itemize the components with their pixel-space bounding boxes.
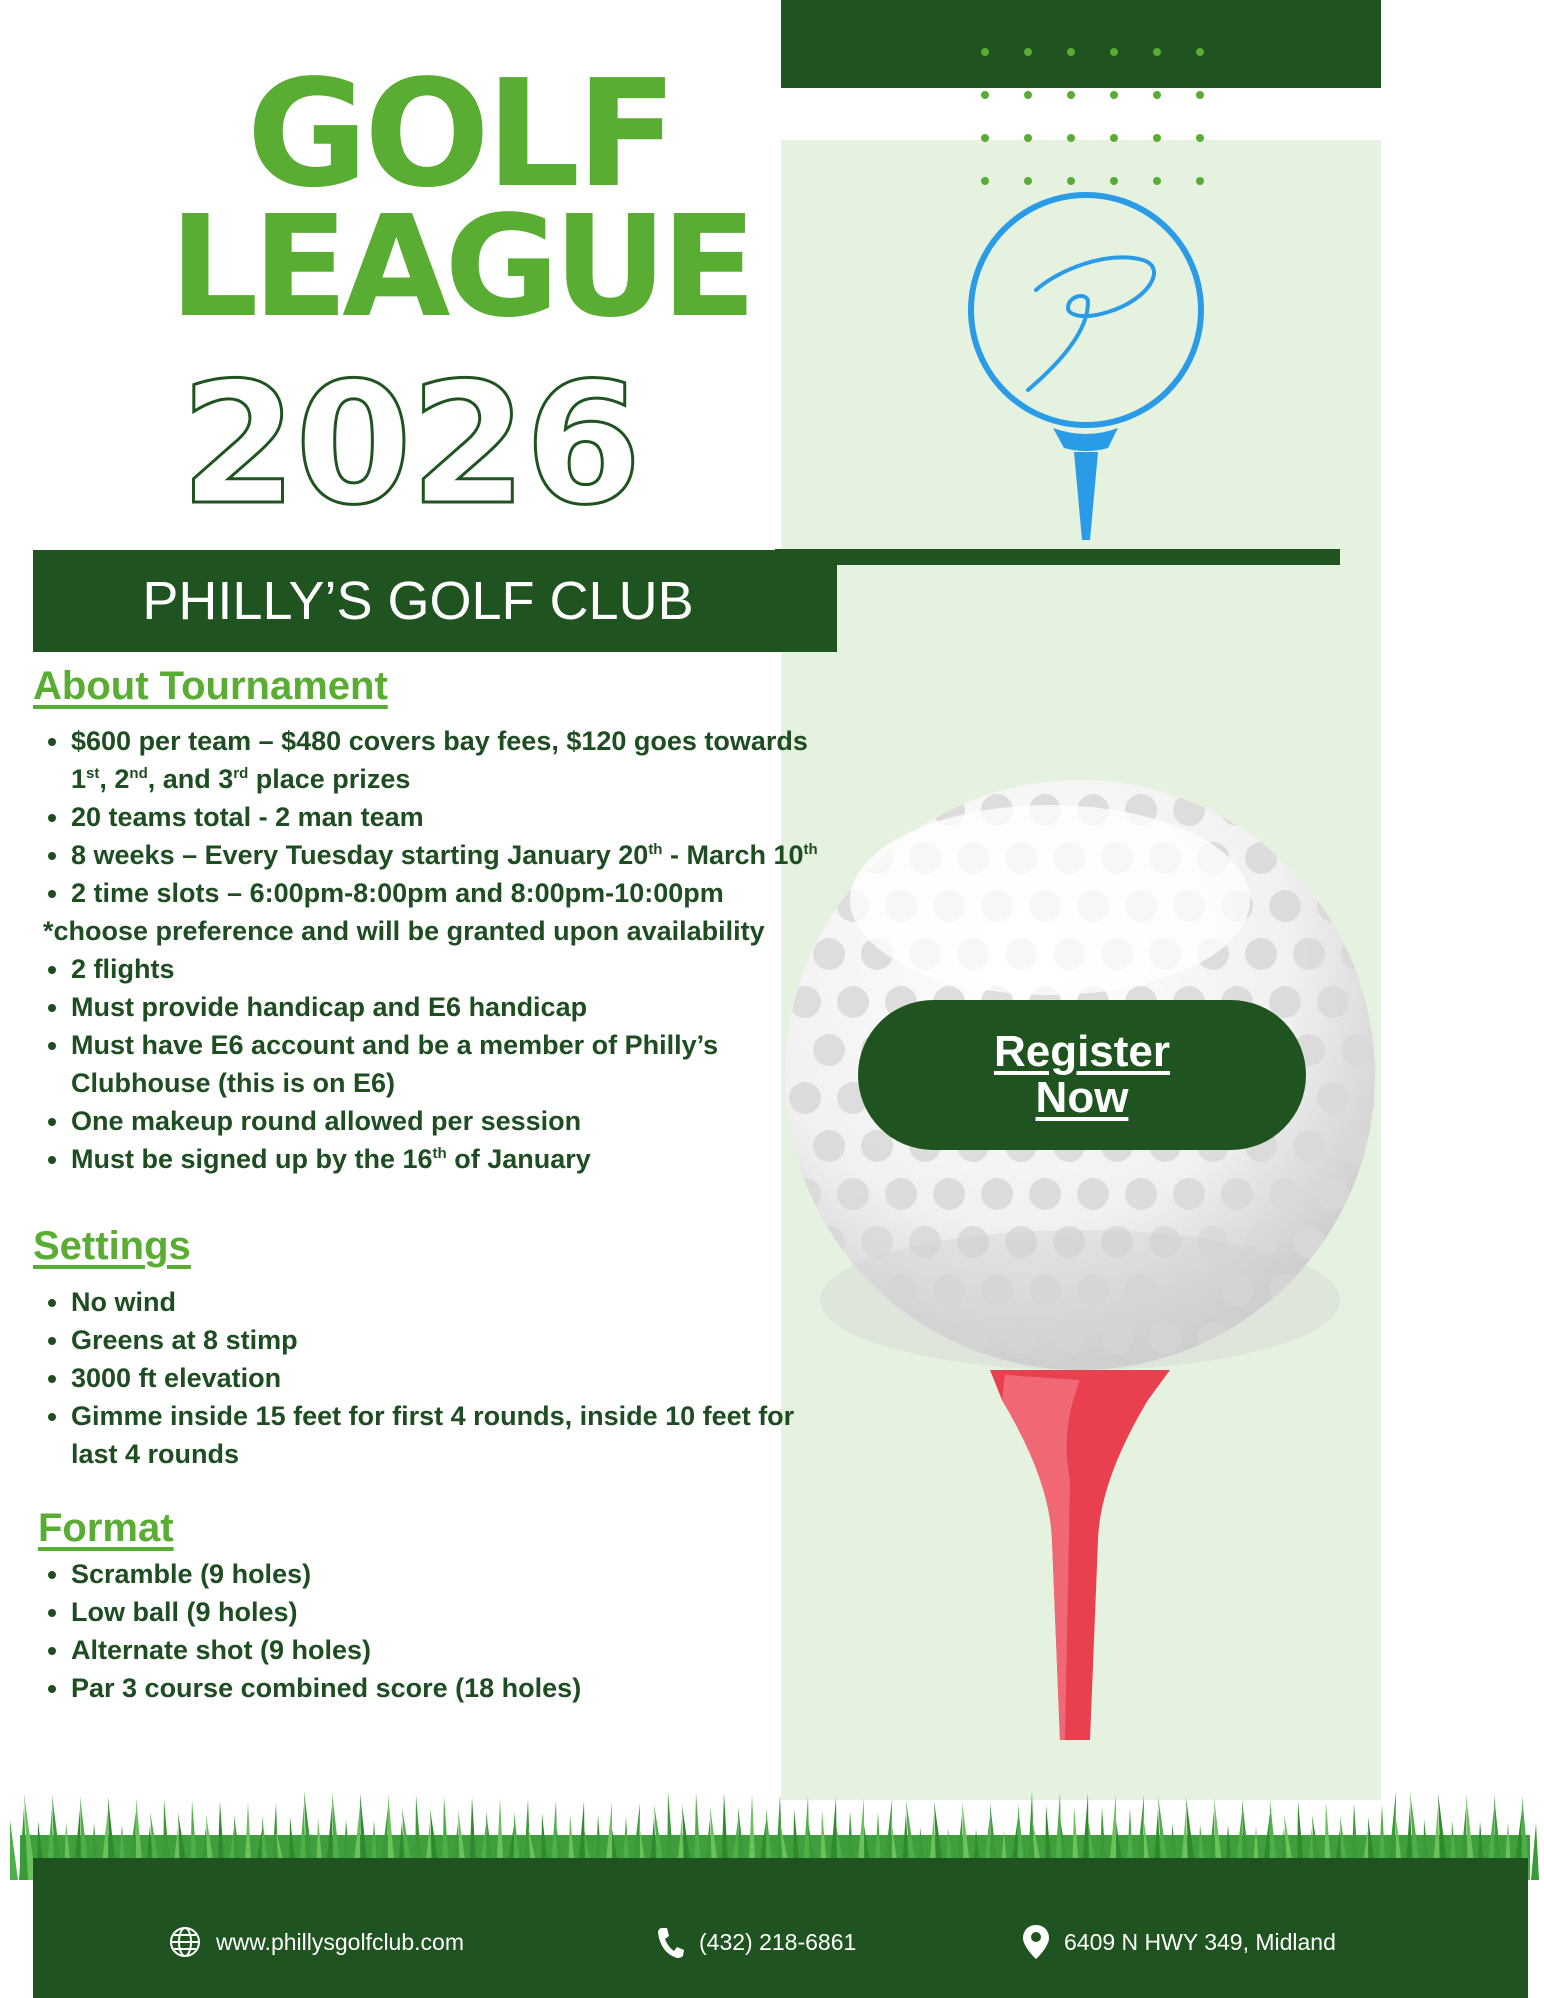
list-item: • Must have E6 account and be a member of Philly’s Clubhouse (this is on E6) — [71, 1026, 836, 1102]
settings-list — [33, 1283, 836, 1473]
club-name: PHILLY’S GOLF CLUB — [142, 571, 694, 631]
list-item: • Must be signed up by the 16th of January — [71, 1140, 836, 1178]
list-item: • Par 3 course combined score (18 holes) — [71, 1669, 836, 1707]
list-item: • No wind — [71, 1283, 836, 1321]
location-pin-icon — [1022, 1924, 1050, 1960]
ground-line-decoration — [775, 549, 1340, 565]
list-item: • 2 flights — [71, 950, 836, 988]
footer-website[interactable] — [168, 1922, 464, 1962]
list-item: • Must provide handicap and E6 handicap — [71, 988, 836, 1026]
format-heading: Format — [38, 1506, 174, 1550]
website-text: www.phillysgolfclub.com — [216, 1928, 464, 1955]
list-item: • 20 teams total - 2 man team — [71, 798, 836, 836]
about-list — [33, 722, 836, 1178]
list-item: • One makeup round allowed per session — [71, 1102, 836, 1140]
footer-phone[interactable] — [655, 1922, 856, 1962]
phone-text: (432) 218-6861 — [699, 1928, 857, 1955]
list-note: *choose preference and will be granted upon availability — [43, 916, 765, 946]
format-list — [33, 1555, 836, 1707]
settings-heading: Settings — [33, 1224, 191, 1268]
list-item: • Scramble (9 holes) — [71, 1555, 836, 1593]
list-item: • Greens at 8 stimp — [71, 1321, 836, 1359]
list-item: • Gimme inside 15 feet for first 4 rounds, inside 10 feet for last 4 rounds — [71, 1397, 836, 1473]
title-line-2: LEAGUE — [169, 186, 751, 349]
about-heading: About Tournament — [33, 664, 388, 708]
title-line-1: GOLF — [246, 48, 674, 220]
title-year: 2026 — [180, 346, 640, 542]
list-item: • 8 weeks – Every Tuesday starting January 20th - March 10th — [71, 836, 836, 874]
address-text: 6409 N HWY 349, Midland — [1064, 1928, 1336, 1955]
list-item: • Low ball (9 holes) — [71, 1593, 836, 1631]
dot-pattern-decoration — [975, 40, 1215, 190]
footer-address[interactable] — [1022, 1922, 1336, 1962]
register-button-label: Register Now — [993, 1027, 1171, 1122]
list-item: • Alternate shot (9 holes) — [71, 1631, 836, 1669]
list-item: • $600 per team – $480 covers bay fees, $120 goes towards 1st, 2nd, and 3rd place prizes — [71, 722, 836, 798]
register-now-button[interactable] — [858, 1000, 1306, 1150]
list-item: • 2 time slots – 6:00pm-8:00pm and 8:00pm-10:00pm — [71, 874, 836, 912]
golf-ball-illustration — [780, 780, 1380, 1760]
list-item: • 3000 ft elevation — [71, 1359, 836, 1397]
globe-icon — [168, 1925, 202, 1959]
phone-icon — [655, 1925, 685, 1959]
p-monogram-golf-tee-logo — [968, 190, 1208, 550]
